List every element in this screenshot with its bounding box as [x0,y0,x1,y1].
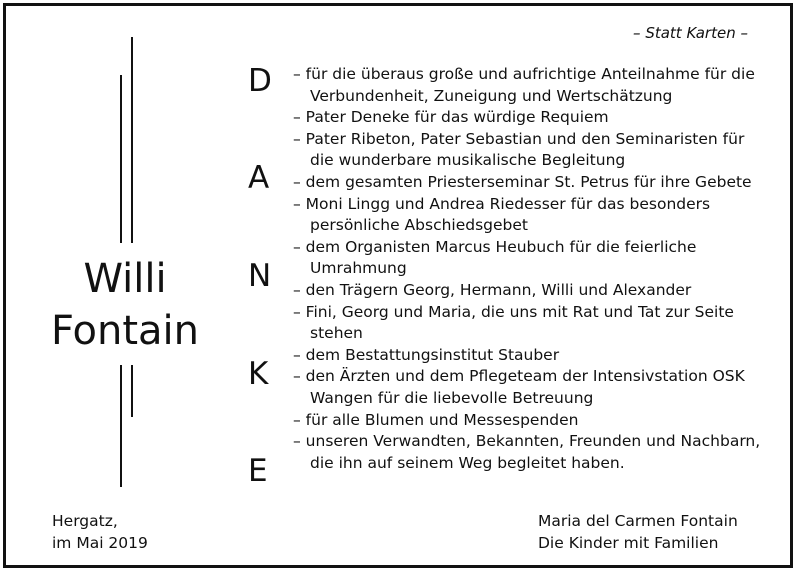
thanks-item: – dem Bestattungsinstitut Stauber [293,345,560,364]
dank-letter-a: A [248,160,270,196]
signature-block [538,510,738,554]
thanks-item: – Pater Deneke für das würdige Requiem [293,108,609,127]
thanks-item: – den Trägern Georg, Hermann, Willi und Alexander [293,280,692,299]
dank-letter-d: D [248,63,272,99]
thanks-item: – dem gesamten Priesterseminar St. Petrus für ihre Gebete [293,172,752,191]
thanks-item: – für alle Blumen und Messespenden [293,410,579,429]
decorative-line-upper-right [131,37,133,243]
thanks-item: – Fini, Georg und Maria, die uns mit Rat und Tat zur Seite stehen [293,302,734,343]
thanks-item: – den Ärzten und dem Pflegeteam der Intensivstation OSK Wangen für die liebevolle Betreuung [293,367,745,407]
thanks-item: – Moni Lingg und Andrea Riedesser für das besonders persönliche Abschiedsgebet [293,194,711,235]
signature-line-1: Maria del Carmen Fontain [538,512,738,530]
thanks-item: – dem Organisten Marcus Heubuch für die feierliche Umrahmung [293,237,697,278]
signature-line-2: Die Kinder mit Familien [538,534,719,552]
decorative-line-lower-right [131,365,133,417]
dank-letter-k: K [248,356,269,392]
thanks-list [293,64,763,474]
thanks-item: – Pater Ribeton, Pater Sebastian und den Seminaristen für die wunderbare musikalische Begleitung [293,129,745,170]
dank-letter-e: E [248,453,268,489]
deceased-last-name: Fontain [50,308,200,354]
statt-karten-header: – Statt Karten – [633,24,748,42]
deceased-first-name: Willi [83,256,167,302]
dank-letter-n: N [248,258,272,294]
place-date [52,510,148,554]
date: im Mai 2019 [52,534,148,552]
decorative-line-lower-left [120,365,122,487]
place: Hergatz, [52,512,118,530]
decorative-line-upper-left [120,75,122,243]
thanks-item: – unseren Verwandten, Bekannten, Freunden und Nachbarn, die ihn auf seinem Weg begleitet haben. [293,432,761,472]
thanks-item: – für die überaus große und aufrichtige Anteilnahme für die Verbundenheit, Zuneigung und Wertschätzung [293,65,755,105]
